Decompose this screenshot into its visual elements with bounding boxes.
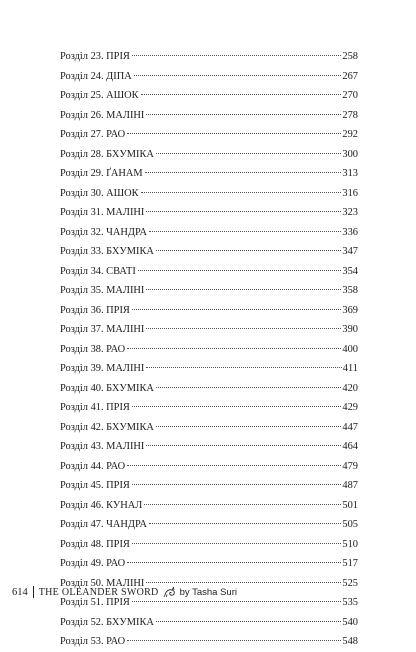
toc-entry-title: Розділ 41. ПРІЯ — [60, 402, 130, 413]
table-of-contents — [60, 47, 358, 652]
dot-leader — [146, 328, 341, 329]
dot-leader — [134, 75, 342, 76]
dot-leader — [146, 211, 341, 212]
toc-entry-page: 369 — [342, 304, 358, 316]
toc-entry-title: Розділ 49. РАО — [60, 558, 126, 569]
dot-leader — [132, 601, 342, 602]
dot-leader — [127, 133, 341, 134]
toc-entry — [60, 554, 358, 574]
dot-leader — [146, 114, 341, 115]
toc-entry-page: 505 — [342, 519, 358, 530]
toc-entry-page: 336 — [342, 226, 358, 238]
dot-leader — [127, 640, 341, 641]
page-number: 614 — [12, 586, 28, 598]
toc-entry-title: Розділ 32. ЧАНДРА — [60, 226, 147, 238]
toc-entry — [60, 379, 358, 399]
toc-entry — [60, 47, 358, 67]
dot-leader — [132, 543, 342, 544]
toc-entry-title: Розділ 48. ПРІЯ — [60, 538, 130, 550]
toc-entry-page: 278 — [342, 109, 358, 121]
dot-leader — [149, 231, 341, 232]
dot-leader — [132, 309, 342, 310]
page-footer — [12, 586, 237, 598]
dot-leader — [156, 250, 342, 251]
dot-leader — [146, 367, 341, 368]
toc-entry-title: Розділ 24. ДІПА — [60, 70, 132, 82]
dot-leader — [141, 192, 342, 193]
book-title: THE OLEANDER SWORD — [38, 586, 159, 598]
toc-entry — [60, 86, 358, 106]
author-name: by Tasha Suri — [179, 586, 237, 598]
dot-leader — [127, 562, 341, 563]
toc-entry-title: Розділ 52. БХУМІКА — [60, 616, 154, 628]
toc-entry — [60, 106, 358, 126]
toc-entry-page: 548 — [342, 636, 358, 647]
toc-entry-title: Розділ 39. МАЛІНІ — [60, 363, 145, 374]
toc-entry-page: 420 — [342, 382, 358, 394]
dot-leader — [146, 445, 341, 446]
toc-entry-page: 270 — [342, 90, 358, 101]
toc-entry-title: Розділ 44. РАО — [60, 460, 126, 472]
toc-entry-page: 535 — [342, 597, 358, 608]
toc-entry-page: 479 — [342, 460, 358, 472]
toc-entry-page: 517 — [342, 558, 358, 569]
toc-entry-title: Розділ 30. АШОК — [60, 187, 139, 199]
toc-entry-page: 540 — [342, 616, 358, 628]
toc-entry-page: 400 — [342, 343, 358, 355]
toc-entry — [60, 437, 358, 457]
toc-entry — [60, 281, 358, 301]
dot-leader — [146, 289, 341, 290]
toc-entry-title: Розділ 43. МАЛІНІ — [60, 441, 145, 452]
toc-entry — [60, 418, 358, 438]
toc-entry — [60, 223, 358, 243]
toc-entry-title: Розділ 45. ПРІЯ — [60, 480, 130, 491]
toc-entry-title: Розділ 28. БХУМІКА — [60, 148, 154, 160]
toc-entry-title: Розділ 51. ПРІЯ — [60, 597, 130, 608]
dot-leader — [144, 504, 341, 505]
toc-entry — [60, 496, 358, 516]
toc-entry-page: 390 — [342, 324, 358, 335]
dot-leader — [132, 406, 342, 407]
toc-entry — [60, 145, 358, 165]
footer-divider — [33, 586, 34, 598]
dot-leader — [145, 172, 342, 173]
dragon-icon — [163, 586, 177, 598]
toc-entry-title: Розділ 40. БХУМІКА — [60, 382, 154, 394]
toc-entry-page: 258 — [342, 51, 358, 62]
dot-leader — [127, 465, 341, 466]
toc-entry-page: 411 — [342, 363, 358, 374]
toc-entry — [60, 632, 358, 652]
toc-entry-title: Розділ 26. МАЛІНІ — [60, 109, 145, 121]
toc-entry — [60, 164, 358, 184]
toc-entry-page: 323 — [342, 207, 358, 218]
toc-entry-title: Розділ 50. МАЛІНІ — [60, 577, 145, 589]
toc-entry — [60, 515, 358, 535]
toc-entry — [60, 457, 358, 477]
toc-entry-page: 316 — [342, 187, 358, 199]
dot-leader — [156, 426, 342, 427]
dot-leader — [149, 523, 341, 524]
toc-entry-page: 429 — [342, 402, 358, 413]
toc-entry-page: 510 — [342, 538, 358, 550]
toc-entry-title: Розділ 47. ЧАНДРА — [60, 519, 147, 530]
toc-entry-title: Розділ 23. ПРІЯ — [60, 51, 130, 62]
toc-entry-title: Розділ 42. БХУМІКА — [60, 421, 154, 433]
dot-leader — [132, 55, 342, 56]
toc-entry-title: Розділ 25. АШОК — [60, 90, 139, 101]
dot-leader — [156, 153, 342, 154]
toc-entry — [60, 340, 358, 360]
dot-leader — [138, 270, 342, 271]
toc-entry-title: Розділ 53. РАО — [60, 636, 126, 647]
toc-entry-page: 354 — [342, 265, 358, 277]
toc-entry-title: Розділ 29. ҐАНАМ — [60, 168, 143, 179]
toc-entry-page: 313 — [342, 168, 358, 179]
toc-entry — [60, 320, 358, 340]
toc-entry-title: Розділ 34. СВАТІ — [60, 265, 136, 277]
toc-entry-title: Розділ 33. БХУМІКА — [60, 246, 154, 257]
toc-entry-page: 501 — [342, 499, 358, 511]
dot-leader — [127, 348, 341, 349]
toc-entry-title: Розділ 27. РАО — [60, 129, 126, 140]
dot-leader — [141, 94, 342, 95]
toc-entry-page: 447 — [342, 421, 358, 433]
toc-entry-page: 525 — [342, 577, 358, 589]
toc-entry — [60, 262, 358, 282]
dot-leader — [156, 621, 342, 622]
toc-entry-page: 358 — [342, 285, 358, 296]
toc-entry-page: 267 — [342, 70, 358, 82]
toc-entry-title: Розділ 31. МАЛІНІ — [60, 207, 145, 218]
toc-entry-page: 487 — [342, 480, 358, 491]
toc-entry — [60, 67, 358, 87]
dot-leader — [156, 387, 342, 388]
toc-entry — [60, 125, 358, 145]
toc-entry — [60, 242, 358, 262]
toc-entry-title: Розділ 36. ПРІЯ — [60, 304, 130, 316]
toc-entry — [60, 359, 358, 379]
toc-entry — [60, 398, 358, 418]
toc-entry-page: 347 — [342, 246, 358, 257]
toc-entry-page: 464 — [342, 441, 358, 452]
toc-entry — [60, 184, 358, 204]
toc-entry — [60, 203, 358, 223]
dot-leader — [146, 582, 341, 583]
dot-leader — [132, 484, 342, 485]
toc-entry — [60, 301, 358, 321]
toc-entry-title: Розділ 46. КУНАЛ — [60, 499, 143, 511]
toc-entry — [60, 613, 358, 633]
toc-entry — [60, 476, 358, 496]
toc-entry-title: Розділ 38. РАО — [60, 343, 126, 355]
toc-entry-title: Розділ 37. МАЛІНІ — [60, 324, 145, 335]
toc-entry-title: Розділ 35. МАЛІНІ — [60, 285, 145, 296]
toc-entry-page: 300 — [342, 148, 358, 160]
toc-entry — [60, 535, 358, 555]
toc-entry-page: 292 — [342, 129, 358, 140]
